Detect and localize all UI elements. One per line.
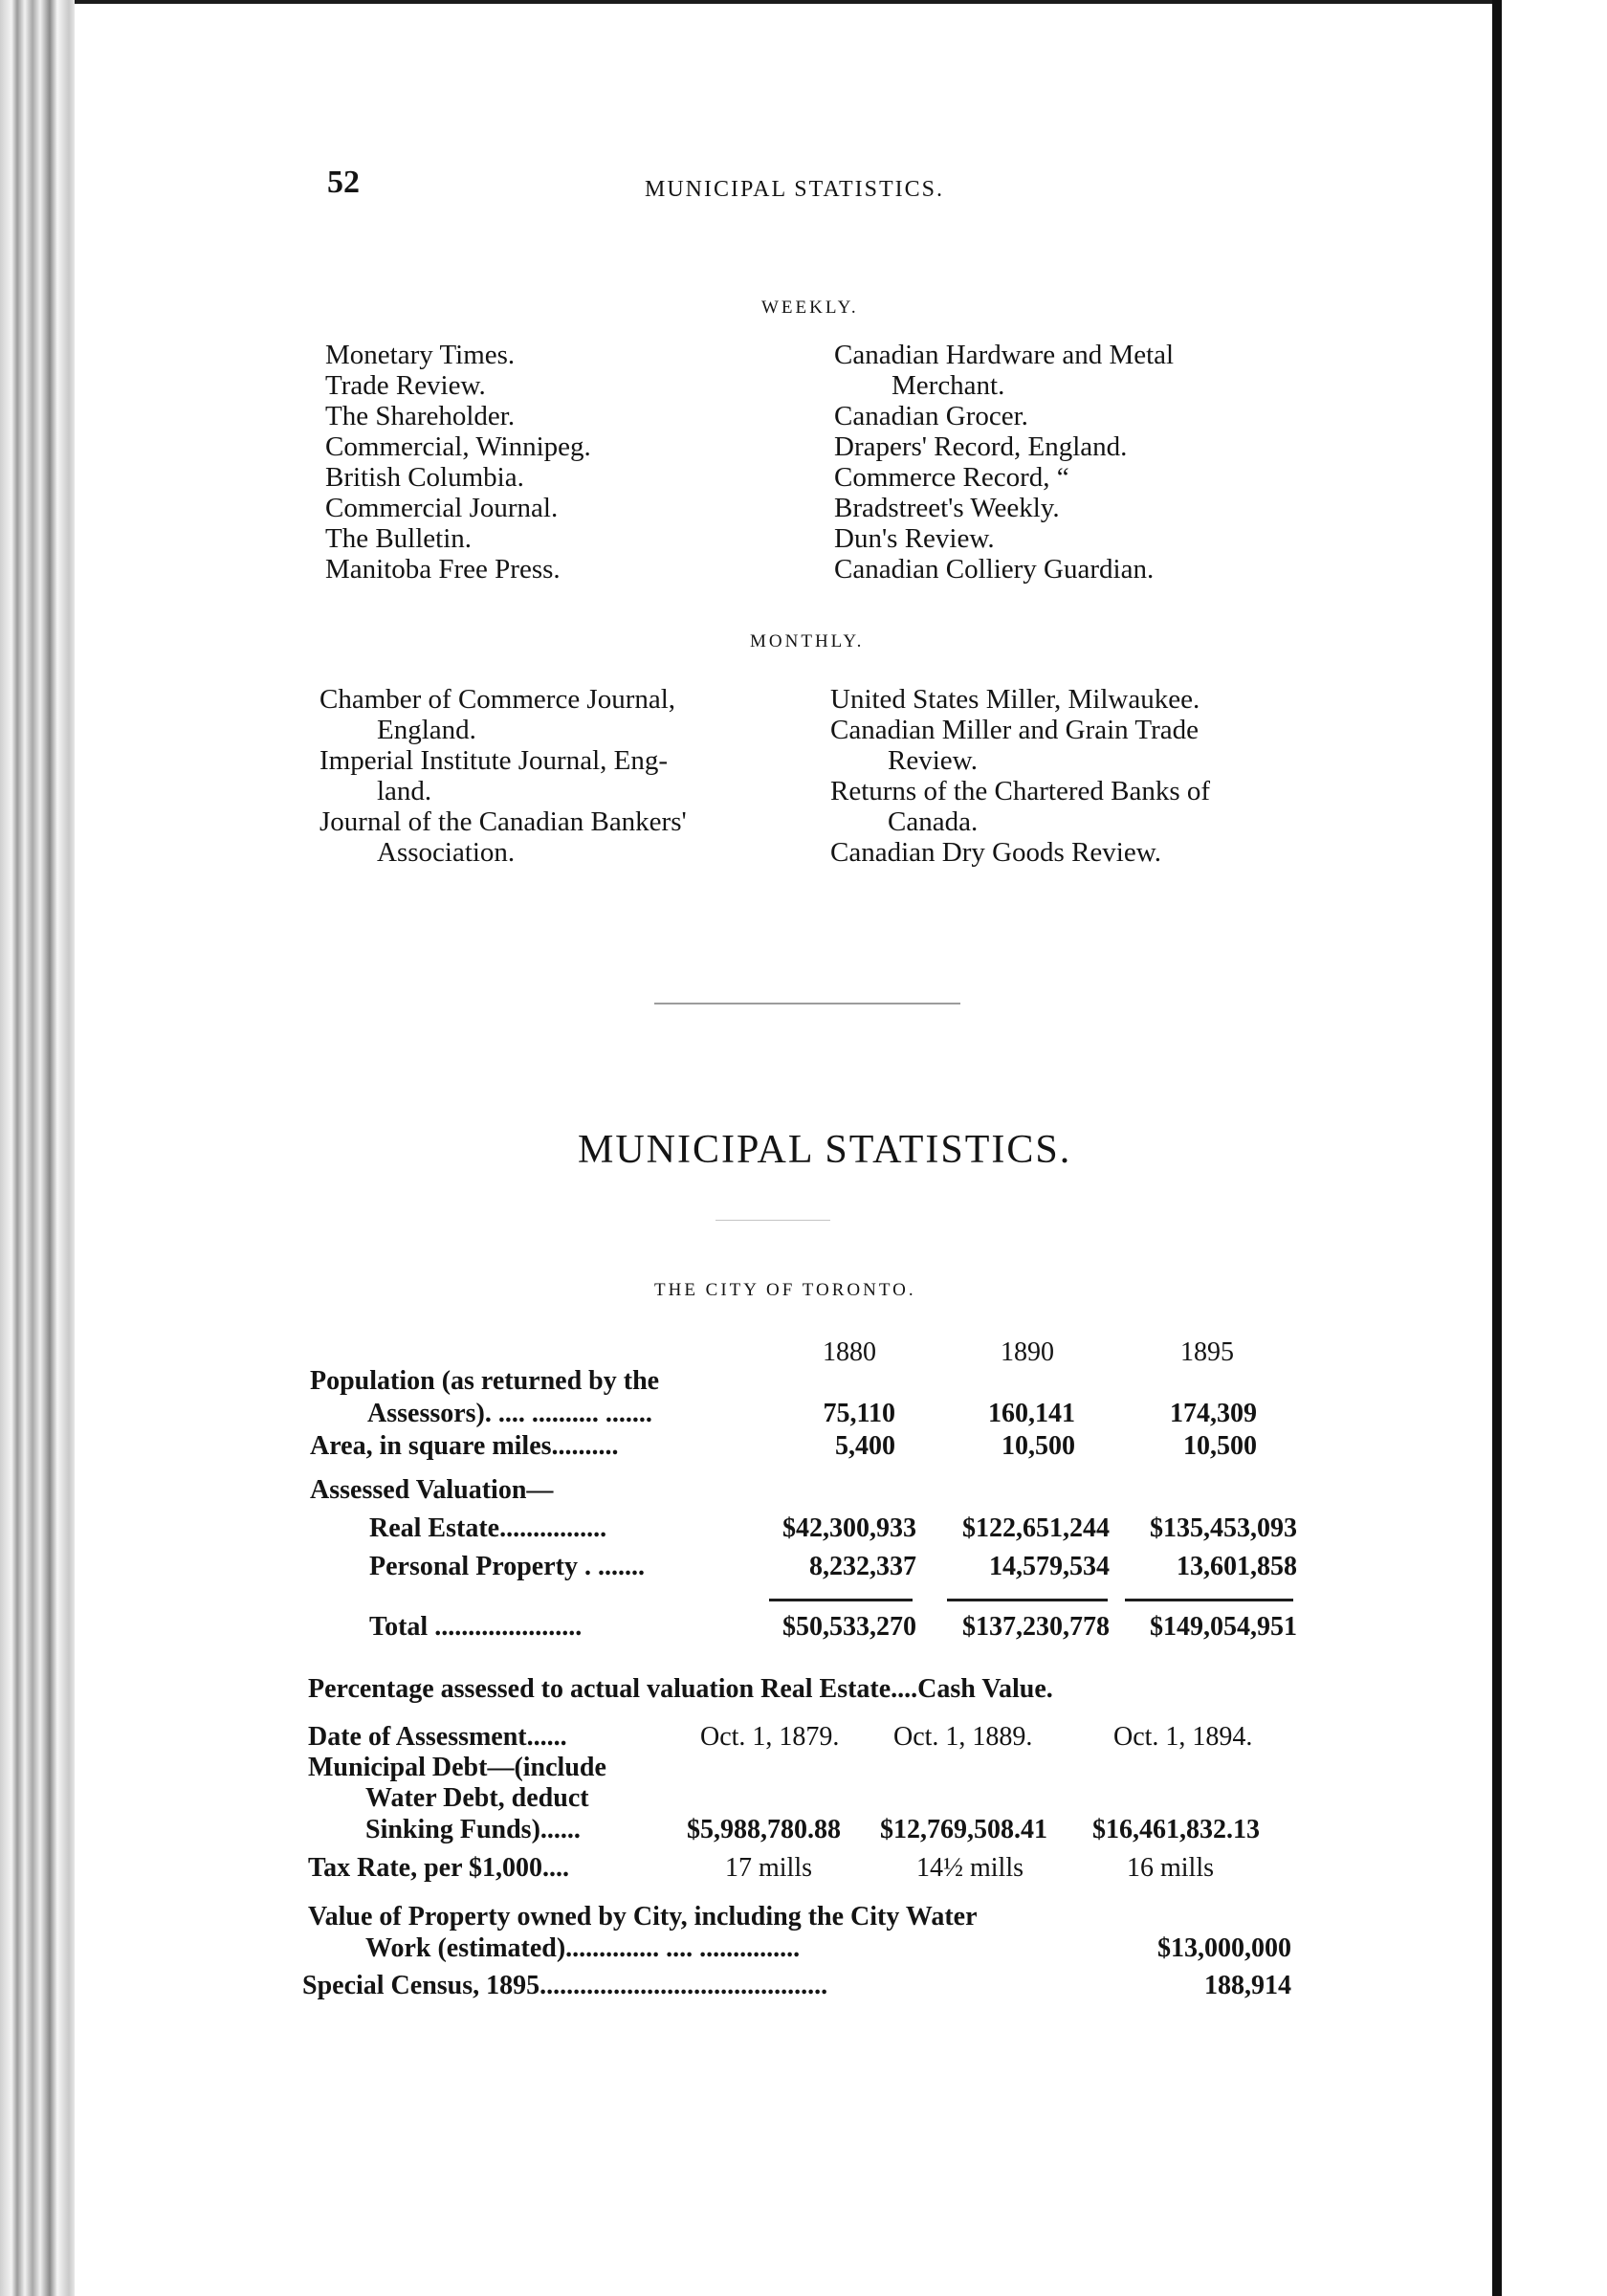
monthly-heading: MONTHLY.	[750, 631, 865, 651]
list-item: Returns of the Chartered Banks of	[830, 776, 1211, 806]
weekly-heading: WEEKLY.	[761, 298, 859, 318]
tax-1890: 14½ mills	[916, 1853, 1024, 1883]
list-item: The Shareholder.	[325, 401, 516, 431]
list-item: The Bulletin.	[325, 523, 473, 554]
outer-margin	[1502, 0, 1607, 2296]
page-right-edge	[1492, 0, 1502, 2296]
municipal-debt-label-cont2: Sinking Funds)......	[365, 1815, 581, 1844]
year-1880: 1880	[823, 1337, 876, 1367]
list-item: Canadian Hardware and Metal	[834, 340, 1175, 370]
weekly-left-list	[325, 340, 591, 585]
list-item: Canadian Grocer.	[834, 401, 1028, 431]
weekly-right-list	[834, 340, 1174, 585]
section-divider	[654, 1003, 960, 1004]
municipal-debt-label: Municipal Debt—(include	[308, 1753, 606, 1782]
area-1895: 10,500	[1183, 1431, 1257, 1461]
population-1890: 160,141	[988, 1399, 1075, 1428]
personal-property-1890: 14,579,534	[989, 1552, 1110, 1581]
population-1895: 174,309	[1170, 1399, 1257, 1428]
list-item: Merchant.	[892, 370, 1005, 401]
list-item: Commerce Record, “	[834, 462, 1069, 493]
special-census-value: 188,914	[1204, 1971, 1291, 2000]
page-number: 52	[327, 165, 360, 200]
date-1895: Oct. 1, 1894.	[1113, 1722, 1253, 1752]
year-1895: 1895	[1180, 1337, 1234, 1367]
list-item: Manitoba Free Press.	[325, 554, 561, 585]
area-1880: 5,400	[835, 1431, 895, 1461]
real-estate-1890: $122,651,244	[962, 1513, 1110, 1543]
debt-1895: $16,461,832.13	[1092, 1815, 1260, 1844]
list-item: British Columbia.	[325, 462, 524, 493]
list-item: land.	[377, 776, 432, 806]
book-spine-edge	[0, 0, 75, 2296]
population-1880: 75,110	[823, 1399, 895, 1428]
list-item: Journal of the Canadian Bankers'	[319, 806, 687, 837]
date-of-assessment-label: Date of Assessment......	[308, 1722, 567, 1752]
monthly-right-list	[830, 684, 1210, 868]
section-subtitle: THE CITY OF TORONTO.	[654, 1280, 916, 1300]
population-label: Population (as returned by the	[310, 1366, 660, 1396]
list-item: Monetary Times.	[325, 340, 516, 370]
total-1895: $149,054,951	[1150, 1612, 1297, 1642]
tax-rate-label: Tax Rate, per $1,000....	[308, 1853, 569, 1883]
personal-property-1895: 13,601,858	[1177, 1552, 1297, 1581]
monthly-left-list	[319, 684, 687, 868]
real-estate-1880: $42,300,933	[782, 1513, 916, 1543]
sum-rule-1890	[947, 1599, 1108, 1601]
area-label: Area, in square miles..........	[310, 1431, 619, 1461]
date-1890: Oct. 1, 1889.	[893, 1722, 1033, 1752]
date-1880: Oct. 1, 1879.	[700, 1722, 840, 1752]
property-value-label-cont: Work (estimated).............. .... ...............	[365, 1933, 801, 1963]
list-item: Review.	[888, 745, 978, 776]
tax-1880: 17 mills	[725, 1853, 813, 1883]
list-item: England.	[377, 715, 476, 745]
list-item: Commercial Journal.	[325, 493, 559, 523]
list-item: Association.	[377, 837, 516, 868]
list-item: Commercial, Winnipeg.	[325, 431, 591, 462]
list-item: United States Miller, Milwaukee.	[830, 684, 1200, 715]
population-label-cont: Assessors). .... .......... .......	[367, 1399, 652, 1428]
sum-rule-1880	[769, 1599, 913, 1601]
assessed-valuation-label: Assessed Valuation—	[310, 1475, 554, 1505]
list-item: Dun's Review.	[834, 523, 995, 554]
debt-1890: $12,769,508.41	[880, 1815, 1047, 1844]
year-1890: 1890	[1001, 1337, 1054, 1367]
personal-property-label: Personal Property . .......	[369, 1552, 645, 1581]
special-census-label: Special Census, 1895...........................................	[302, 1971, 828, 2000]
list-item: Bradstreet's Weekly.	[834, 493, 1060, 523]
total-label: Total ......................	[369, 1612, 583, 1642]
debt-1880: $5,988,780.88	[687, 1815, 841, 1844]
area-1890: 10,500	[1002, 1431, 1075, 1461]
property-value-label: Value of Property owned by City, including the City Water	[308, 1902, 978, 1932]
sum-rule-1895	[1125, 1599, 1293, 1601]
real-estate-1895: $135,453,093	[1150, 1513, 1297, 1543]
total-1880: $50,533,270	[782, 1612, 916, 1642]
list-item: Drapers' Record, England.	[834, 431, 1128, 462]
real-estate-label: Real Estate................	[369, 1513, 607, 1543]
municipal-debt-label-cont: Water Debt, deduct	[365, 1783, 589, 1813]
section-title: MUNICIPAL STATISTICS.	[578, 1128, 1072, 1172]
title-rule	[715, 1220, 830, 1221]
tax-1895: 16 mills	[1127, 1853, 1215, 1883]
list-item: Canada.	[888, 806, 979, 837]
percentage-note: Percentage assessed to actual valuation Real Estate....Cash Value.	[308, 1674, 1053, 1704]
property-value: $13,000,000	[1157, 1933, 1291, 1963]
list-item: Imperial Institute Journal, Eng-	[319, 745, 669, 776]
list-item: Trade Review.	[325, 370, 486, 401]
list-item: Chamber of Commerce Journal,	[319, 684, 676, 715]
total-1890: $137,230,778	[962, 1612, 1110, 1642]
list-item: Canadian Dry Goods Review.	[830, 837, 1162, 868]
running-title: MUNICIPAL STATISTICS.	[645, 177, 945, 202]
list-item: Canadian Miller and Grain Trade	[830, 715, 1199, 745]
personal-property-1880: 8,232,337	[809, 1552, 916, 1581]
list-item: Canadian Colliery Guardian.	[834, 554, 1155, 585]
